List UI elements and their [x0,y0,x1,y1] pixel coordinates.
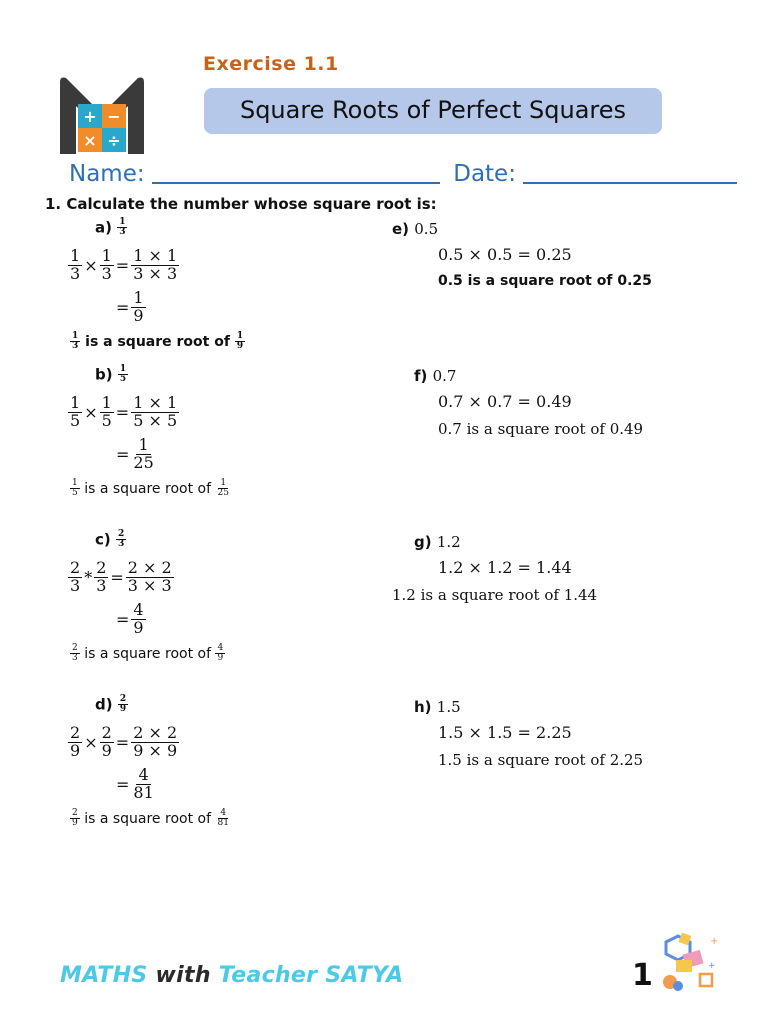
brand-with: with [155,963,211,988]
name-field[interactable] [152,160,440,184]
fraction: $\frac{2}{9}$ [101,723,112,760]
product-equation: $\frac{2}{3}$ * $\frac{2}{3}$ = $\frac{2 \times 2}{3 \times 3}$ [70,558,172,595]
question-text: 1. Calculate the number whose square root is: [45,195,437,213]
equals-sign: = [110,567,124,587]
fraction: $\frac{2}{3}$ [96,558,107,595]
equals-sign: = [116,297,130,317]
product-equation: $\frac{2}{9}$ × $\frac{2}{9}$ = $\frac{2 \times 2}{9 \times 9}$ [70,723,178,760]
product-fraction: $\frac{1 \times 1}{3 \times 3}$ [133,246,178,283]
brand-t: T [218,963,232,988]
fraction: $\frac{1}{5}$ [101,393,112,430]
right-item-label: f) 0.7 [414,367,457,385]
equals-sign: = [116,774,130,794]
item-fraction: $\frac{2}{9}$ [119,694,127,715]
fraction: $\frac{1}{5}$ [72,478,78,499]
result-fraction: $\frac{1}{25}$ [133,435,154,472]
fraction: $\frac{1}{3}$ [101,246,112,283]
svg-text:−: − [107,107,121,126]
page-number: 1 [632,958,653,993]
name-date-row [69,160,737,187]
left-item-label: c) $\frac{2}{3}$ [95,529,125,550]
title-banner [204,88,662,134]
result-fraction: $\frac{1}{9}$ [133,288,144,325]
brand-maths: MATHS [60,963,148,988]
decimal-equation: 0.7 × 0.7 = 0.49 [438,392,572,411]
conclusion-statement: $\frac{1}{5}$ is a square root of $\frac{1}{25}$ [72,478,229,499]
product-equation: $\frac{1}{3}$ × $\frac{1}{3}$ = $\frac{1 \times 1}{3 \times 3}$ [70,246,178,283]
left-item-label: d) $\frac{2}{9}$ [95,694,127,715]
result-fraction: $\frac{4}{81}$ [133,765,154,802]
equals-sign: = [115,732,130,752]
svg-text:×: × [83,131,97,150]
logo-icon [56,74,148,158]
item-fraction: $\frac{1}{5}$ [119,364,127,385]
product-fraction: $\frac{2 \times 2}{3 \times 3}$ [127,558,172,595]
brand-satya: SATYA [325,963,404,988]
decimal-conclusion: 1.5 is a square root of 2.25 [438,751,644,769]
svg-text:+: + [708,961,716,971]
name-label: Name: [69,161,145,187]
left-item-label: b) $\frac{1}{5}$ [95,364,127,385]
date-label: Date: [453,161,516,187]
product-equation: $\frac{1}{5}$ × $\frac{1}{5}$ = $\frac{1 \times 1}{5 \times 5}$ [70,393,178,430]
decimal-equation: 1.2 × 1.2 = 1.44 [438,558,572,577]
result-fraction: $\frac{4}{9}$ [133,600,144,637]
item-fraction: $\frac{1}{3}$ [119,217,126,238]
conclusion-statement: $\frac{2}{3}$ is a square root of $\frac{4}{9}$ [72,643,224,664]
fraction: $\frac{1}{3}$ [70,246,81,283]
svg-text:+: + [710,936,719,947]
result-equation [114,767,156,802]
shapes-decoration-icon [652,930,724,1000]
fraction: $\frac{4}{81}$ [217,808,229,829]
fraction: $\frac{1}{9}$ [236,331,244,352]
page-title: Square Roots of Perfect Squares [239,96,627,124]
fraction: $\frac{1}{25}$ [217,478,229,499]
conclusion-statement: $\frac{2}{9}$ is a square root of $\frac{4}{81}$ [72,808,229,829]
brand-eacher: eacher [231,963,318,988]
footer-brand [60,963,403,988]
result-equation [114,290,146,325]
decimal-conclusion: 1.2 is a square root of 1.44 [392,586,598,604]
decimal-equation: 0.5 × 0.5 = 0.25 [438,245,572,264]
decimal-equation: 1.5 × 1.5 = 2.25 [438,723,572,742]
svg-text:÷: ÷ [107,131,121,150]
equals-sign: = [115,402,130,422]
equals-sign: = [115,255,130,275]
fraction: $\frac{2}{9}$ [70,723,81,760]
right-item-label: h) 1.5 [414,698,461,716]
date-field[interactable] [523,160,737,184]
decimal-conclusion: 0.5 is a square root of 0.25 [438,273,652,289]
fraction: $\frac{4}{9}$ [217,643,224,664]
fraction: $\frac{2}{9}$ [72,808,78,829]
result-equation [114,602,146,637]
fraction: $\frac{2}{3}$ [70,558,81,595]
fraction: $\frac{1}{5}$ [70,393,81,430]
left-item-label: a) $\frac{1}{3}$ [95,217,126,238]
product-fraction: $\frac{1 \times 1}{5 \times 5}$ [133,393,178,430]
conclusion-statement: $\frac{1}{3}$ is a square root of $\frac{1}{9}$ [72,331,244,352]
svg-text:+: + [83,107,97,126]
fraction: $\frac{2}{3}$ [72,643,78,664]
right-item-label: g) 1.2 [414,533,461,551]
item-fraction: $\frac{2}{3}$ [117,529,125,550]
product-fraction: $\frac{2 \times 2}{9 \times 9}$ [133,723,178,760]
result-equation [114,437,156,472]
fraction: $\frac{1}{3}$ [72,331,79,352]
equals-sign: = [116,444,130,464]
exercise-title: Exercise 1.1 [203,53,339,75]
equals-sign: = [116,609,130,629]
decimal-conclusion: 0.7 is a square root of 0.49 [438,420,644,438]
right-item-label: e) 0.5 [392,220,439,238]
